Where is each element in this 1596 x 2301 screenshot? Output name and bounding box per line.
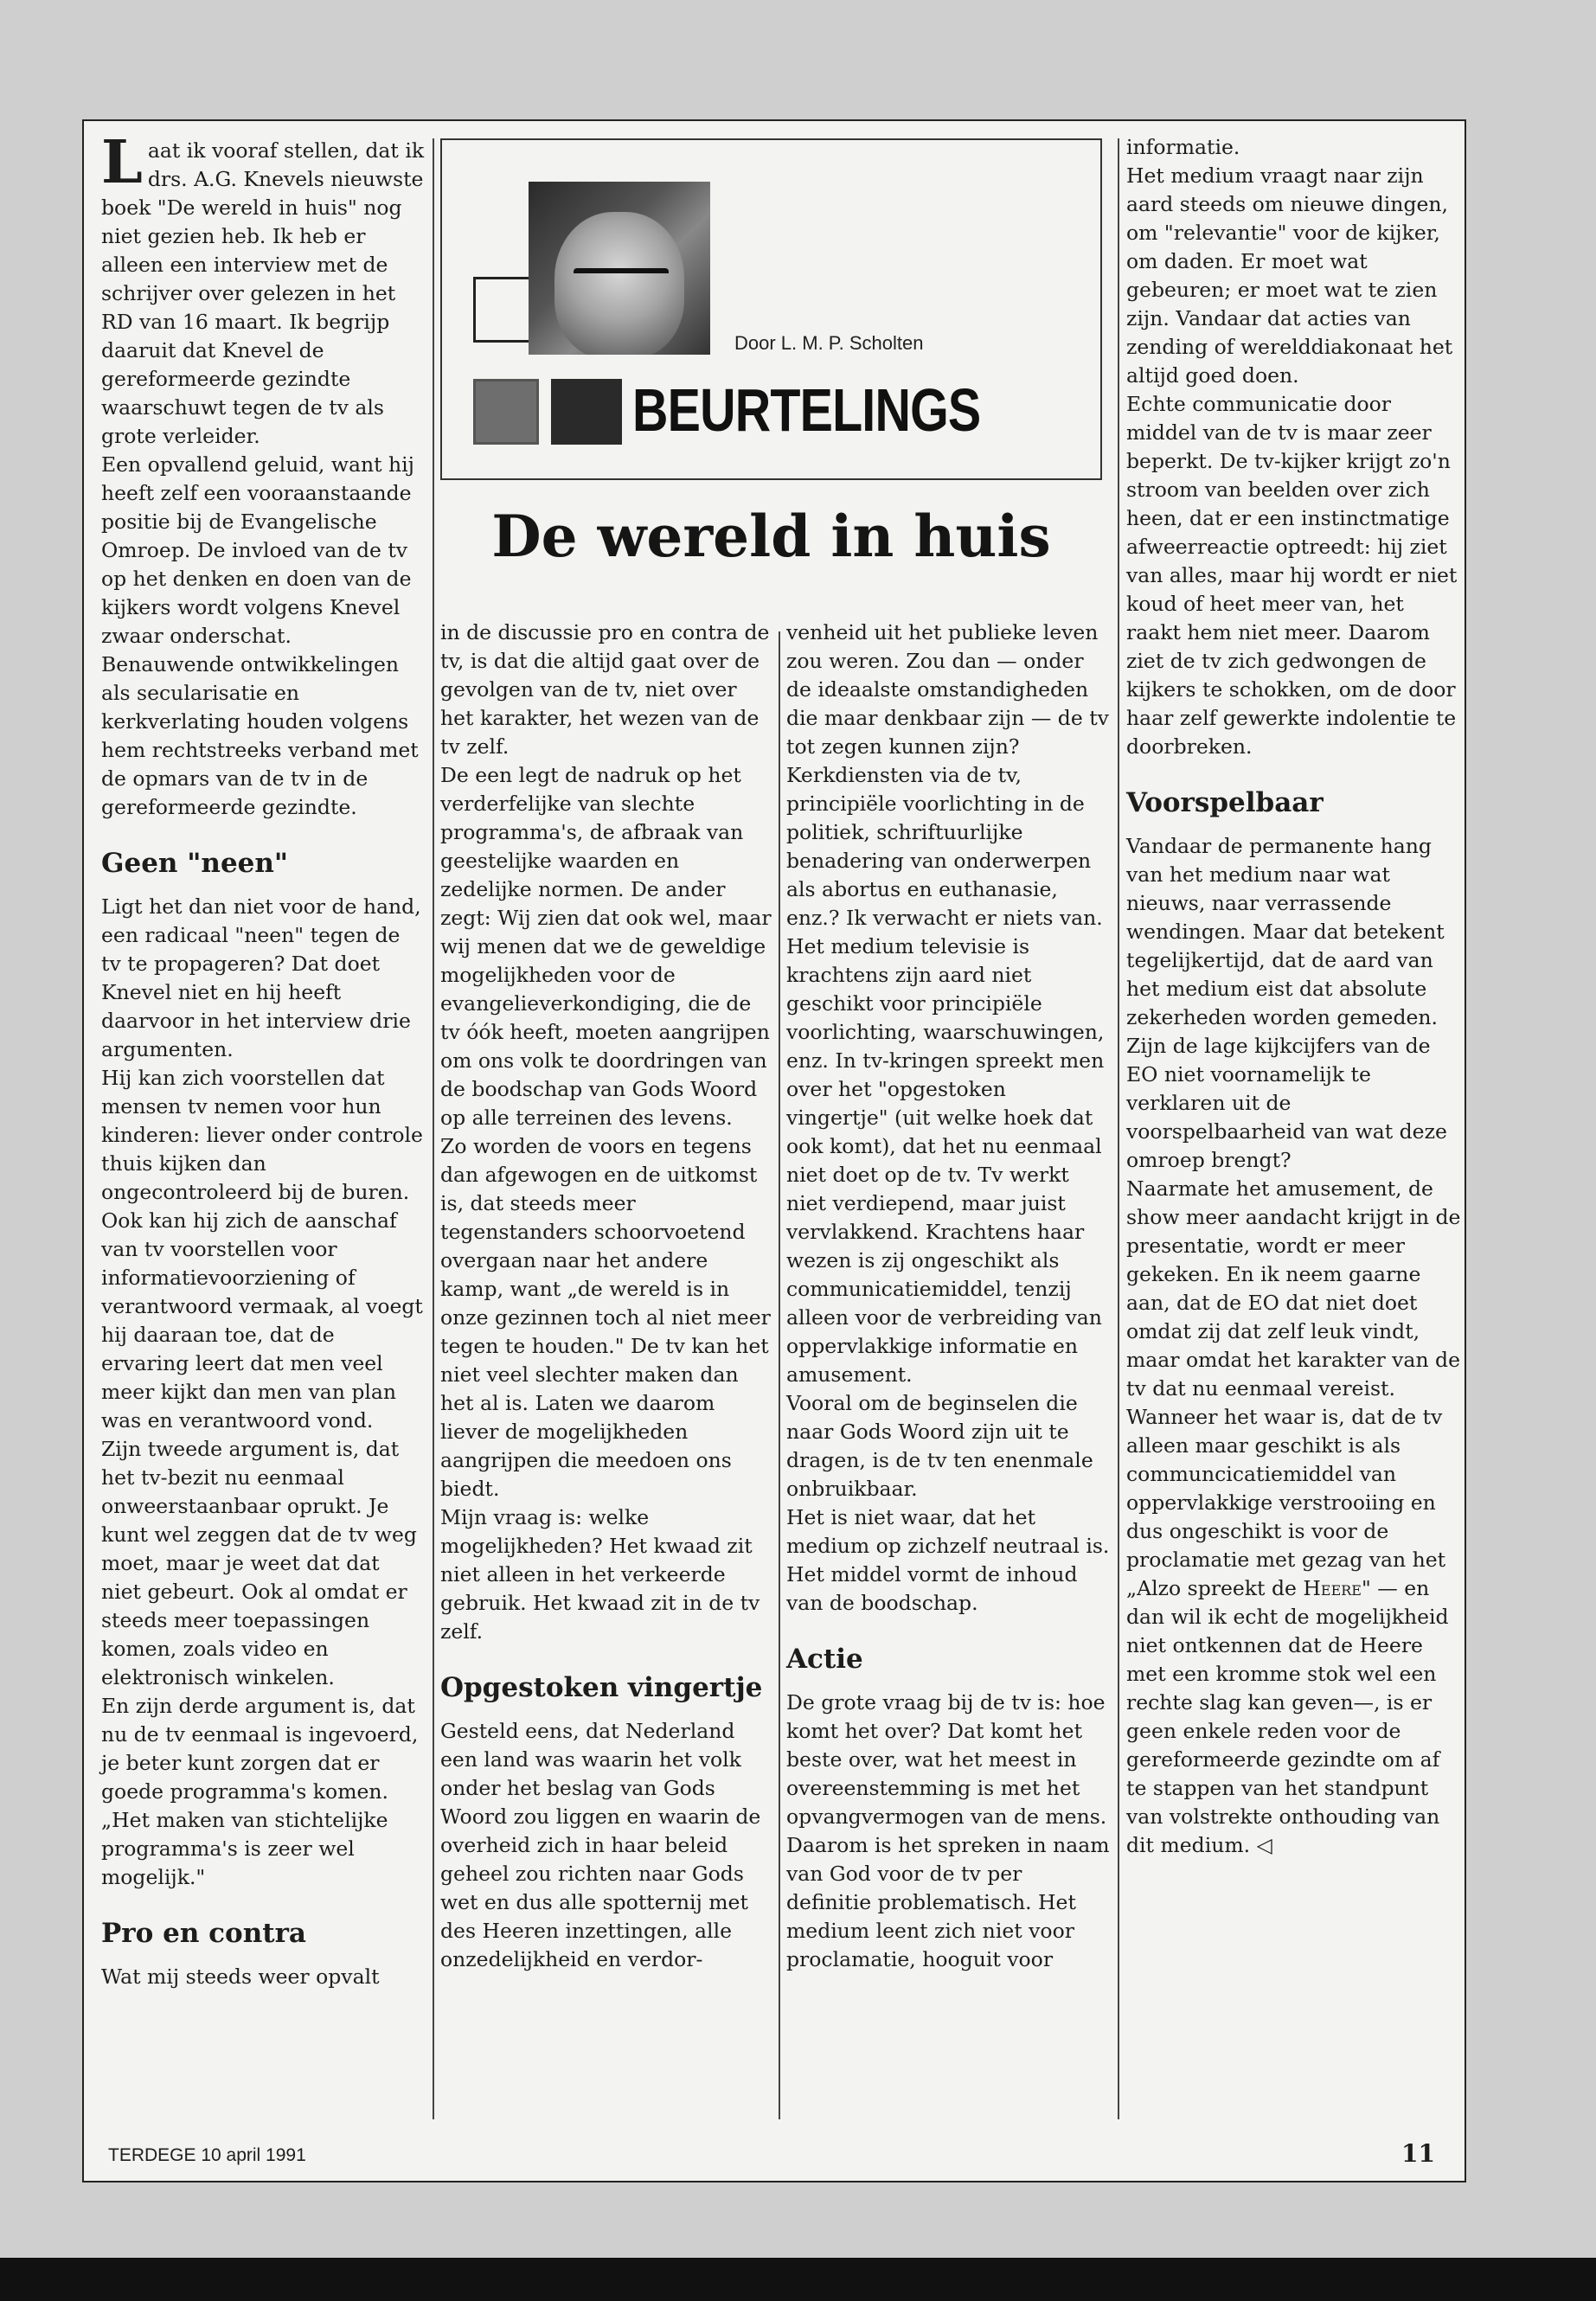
paragraph: Zijn de lage kijkcijfers van de EO niet voornamelijk te verklaren uit de voorspelbaarheid van wat deze omroep brengt? — [1126, 1034, 1447, 1172]
paragraph: Het medium televisie is krachtens zijn aard niet geschikt voor principiële voorlichting, waarschuwingen, enz. In tv-kringen spreekt men over het "opgestoken vingertje" (uit welke hoek dat ook komt), dat het nu eenmaal niet doet op de tv. Tv werkt niet verdiepend, maar juist vervlakkend. Krachtens haar wezen is zij ongeschikt als communicatiemiddel, tenzij alleen voor de verbreiding van oppervlakkige informatie en amusement. — [786, 934, 1105, 1387]
paragraph: Hij kan zich voorstellen dat mensen tv nemen voor hun kinderen: liever onder controle thuis kijken dan ongecontroleerd bij de buren. — [101, 1066, 423, 1204]
column-rule — [1118, 138, 1119, 2119]
column-brand-title: BEURTELINGS — [632, 376, 981, 444]
paragraph: Echte communicatie door middel van de tv is maar zeer beperkt. De tv-kijker krijgt zo'n stroom van beelden over zich heen, dat er een instinctmatige afweerreactie optreedt: hij ziet van alles, maar hij wordt er niet koud of heet meer van, het raakt hem niet meer. Daarom ziet de tv zich gedwongen de kijkers te schokken, om de door haar zelf gewerkte indolentie te doorbreken. — [1126, 392, 1458, 759]
paragraph: En zijn derde argument is, dat nu de tv eenmaal is ingevoerd, je beter kunt zorgen dat er goede programma's komen. „Het maken van stichtelijke programma's is zeer wel mogelijk." — [101, 1694, 419, 1889]
column-header-box — [440, 138, 1102, 480]
paragraph: Gesteld eens, dat Nederland een land was waarin het volk onder het beslag van Gods Woord zou liggen en waarin de overheid zich in haar beleid geheel zou richten naar Gods wet en dus alle spotternij met des Heeren inzettingen, alle onzedelijkheid en verdor- — [440, 1719, 761, 1971]
paragraph: Zijn tweede argument is, dat het tv-bezit nu eenmaal onweerstaanbaar oprukt. Je kunt wel zeggen dat de tv weg moet, maar je weet dat dat niet gebeurt. Ook al omdat er steeds meer toepassingen komen, zoals video en elektronisch winkelen. — [101, 1437, 417, 1689]
column-rule — [433, 138, 434, 2119]
paragraph: Zo worden de voors en tegens dan afgewogen en de uitkomst is, dat steeds meer tegenstanders schoorvoetend overgaan naar het andere kamp, want „de wereld is in onze gezinnen toch al niet meer tegen te houden." De tv kan het niet veel slechter maken dan het al is. Laten we daarom liever de mogelijkheden aangrijpen die meedoen ons biedt. — [440, 1134, 771, 1501]
section-heading-actie: Actie — [786, 1644, 863, 1675]
paragraph: Wanneer het waar is, dat de tv alleen maar geschikt is als communcicatiemiddel van oppervlakkige verstrooiing en dus ongeschikt is voor de proclamatie met gezag van het „Alzo spreekt de Heere" — en dan wil ik echt de mogelijkheid niet ontkennen dat de Heere met een kromme stok wel een rechte slag kan geven—, is er geen enkele reden voor de gereformeerde gezindte om af te stappen van het standpunt van volstrekte onthouding van dit medium. ◁ — [1126, 1405, 1449, 1857]
paragraph: De een legt de nadruk op het verderfelijke van slechte programma's, de afbraak van geestelijke waarden en zedelijke normen. De ander zegt: Wij zien dat ook wel, maar wij menen dat we de geweldige mogelijkheden voor de evangelieverkondiging, die de tv óók heeft, moeten aangrijpen om ons volk te doordringen van de boodschap van Gods Woord op alle terreinen des levens. — [440, 763, 772, 1130]
section-heading-pro-en-contra: Pro en contra — [101, 1918, 306, 1949]
paragraph: Vandaar de permanente hang van het medium naar wat nieuws, naar verrassende wendingen. Maar dat betekent tegelijkertijd, dat de aard van het medium eist dat absolute zekerheden worden gemeden. — [1126, 834, 1445, 1029]
paragraph: Vooral om de beginselen die naar Gods Woord zijn uit te dragen, is de tv ten enenmale onbruikbaar. — [786, 1391, 1093, 1501]
paragraph: informatie. — [1126, 135, 1240, 159]
footer-magazine-date: TERDEGE 10 april 1991 — [108, 2145, 306, 2165]
paragraph: Wat mij steeds weer opvalt — [101, 1965, 380, 1989]
paragraph: Het is niet waar, dat het medium op zichzelf neutraal is. Het middel vormt de inhoud van de boodschap. — [786, 1505, 1110, 1615]
magazine-page — [82, 119, 1466, 2182]
heere-smallcaps: Heere — [1303, 1576, 1362, 1600]
black-square-decoration — [551, 379, 622, 445]
article-headline: De wereld in huis — [491, 503, 1051, 570]
section-heading-opgestoken-vingertje: Opgestoken vingertje — [440, 1672, 763, 1703]
paragraph: venheid uit het publieke leven zou weren. Zou dan — onder de ideaalste omstandigheden die maar denkbaar zijn — de tv tot zegen kunnen zijn? Kerkdiensten via de tv, principiële voorlichting in de politiek, schriftuurlijke benadering van onderwerpen als abortus en euthanasie, enz.? Ik verwacht er niets van. — [786, 620, 1109, 930]
scan-bottom-edge — [0, 2258, 1596, 2301]
paragraph: Een opvallend geluid, want hij heeft zelf een vooraanstaande positie bij de Evangelische Omroep. De invloed van de tv op het denken en doen van de kijkers wordt volgens Knevel zwaar onderschat. Benauwende ontwikkelingen als secularisatie en kerkverlating houden volgens hem rechtstreeks verband met de opmars van de tv in de gereformeerde gezindte. — [101, 452, 419, 819]
paragraph: De grote vraag bij de tv is: hoe komt het over? Dat komt het beste over, wat het meest in overeenstemming is met het opvangvermogen van de mens. Daarom is het spreken in naam van God voor de tv per definitie problematisch. Het medium leent zich niet voor proclamatie, hooguit voor — [786, 1690, 1110, 1971]
section-heading-geen-neen: Geen "neen" — [101, 848, 289, 879]
drop-cap: L — [101, 128, 143, 197]
column-4 — [1126, 121, 1464, 1860]
column-3 — [786, 619, 1111, 1974]
paragraph: Mijn vraag is: welke mogelijkheden? Het kwaad zit niet alleen in het verkeerde gebruik. Het kwaad zit in de tv zelf. — [440, 1505, 760, 1644]
paragraph: Het medium vraagt naar zijn aard steeds om nieuwe dingen, om "relevantie" voor de kijker, om daden. Er moet wat gebeuren; er moet wat te zien zijn. Vandaar dat acties van zending of werelddiakonaat het altijd goed doen. — [1126, 163, 1453, 388]
page-number: 11 — [1401, 2139, 1435, 2168]
column-1 — [101, 121, 426, 1991]
author-glasses — [574, 268, 669, 296]
paragraph: Ligt het dan niet voor de hand, een radicaal "neen" tegen de tv te propageren? Dat doet Knevel niet en hij heeft daarvoor in het interview drie argumenten. — [101, 894, 421, 1061]
paragraph: Ook kan hij zich de aanschaf van tv voorstellen voor informatievoorziening of verantwoord vermaak, al voegt hij daaraan toe, dat de ervaring leert dat men veel meer kijkt dan men van plan was en verantwoord vond. — [101, 1208, 423, 1433]
intro-paragraph: Laat ik vooraf stellen, dat ik drs. A.G. Knevels nieuwste boek "De wereld in huis" nog niet gezien heb. Ik heb er alleen een interview met de schrijver over gelezen in het RD van 16 maart. Ik begrijp daaruit dat Knevel de gereformeerde gezindte waarschuwt tegen de tv als grote verleider. — [101, 128, 425, 448]
byline: Door L. M. P. Scholten — [734, 332, 924, 354]
section-heading-voorspelbaar: Voorspelbaar — [1126, 787, 1324, 818]
paragraph: Naarmate het amusement, de show meer aandacht krijgt in de presentatie, wordt er meer gekeken. En ik neem gaarne aan, dat de EO dat niet doet omdat zij dat zelf leuk vindt, maar omdat het karakter van de tv dat nu eenmaal vereist. — [1126, 1176, 1461, 1400]
author-photo — [529, 182, 710, 355]
grey-square-decoration — [473, 379, 539, 445]
paragraph: in de discussie pro en contra de tv, is dat die altijd gaat over de gevolgen van de tv, niet over het karakter, het wezen van de tv zelf. — [440, 620, 770, 759]
column-2 — [440, 619, 773, 1974]
column-rule — [779, 631, 780, 2119]
